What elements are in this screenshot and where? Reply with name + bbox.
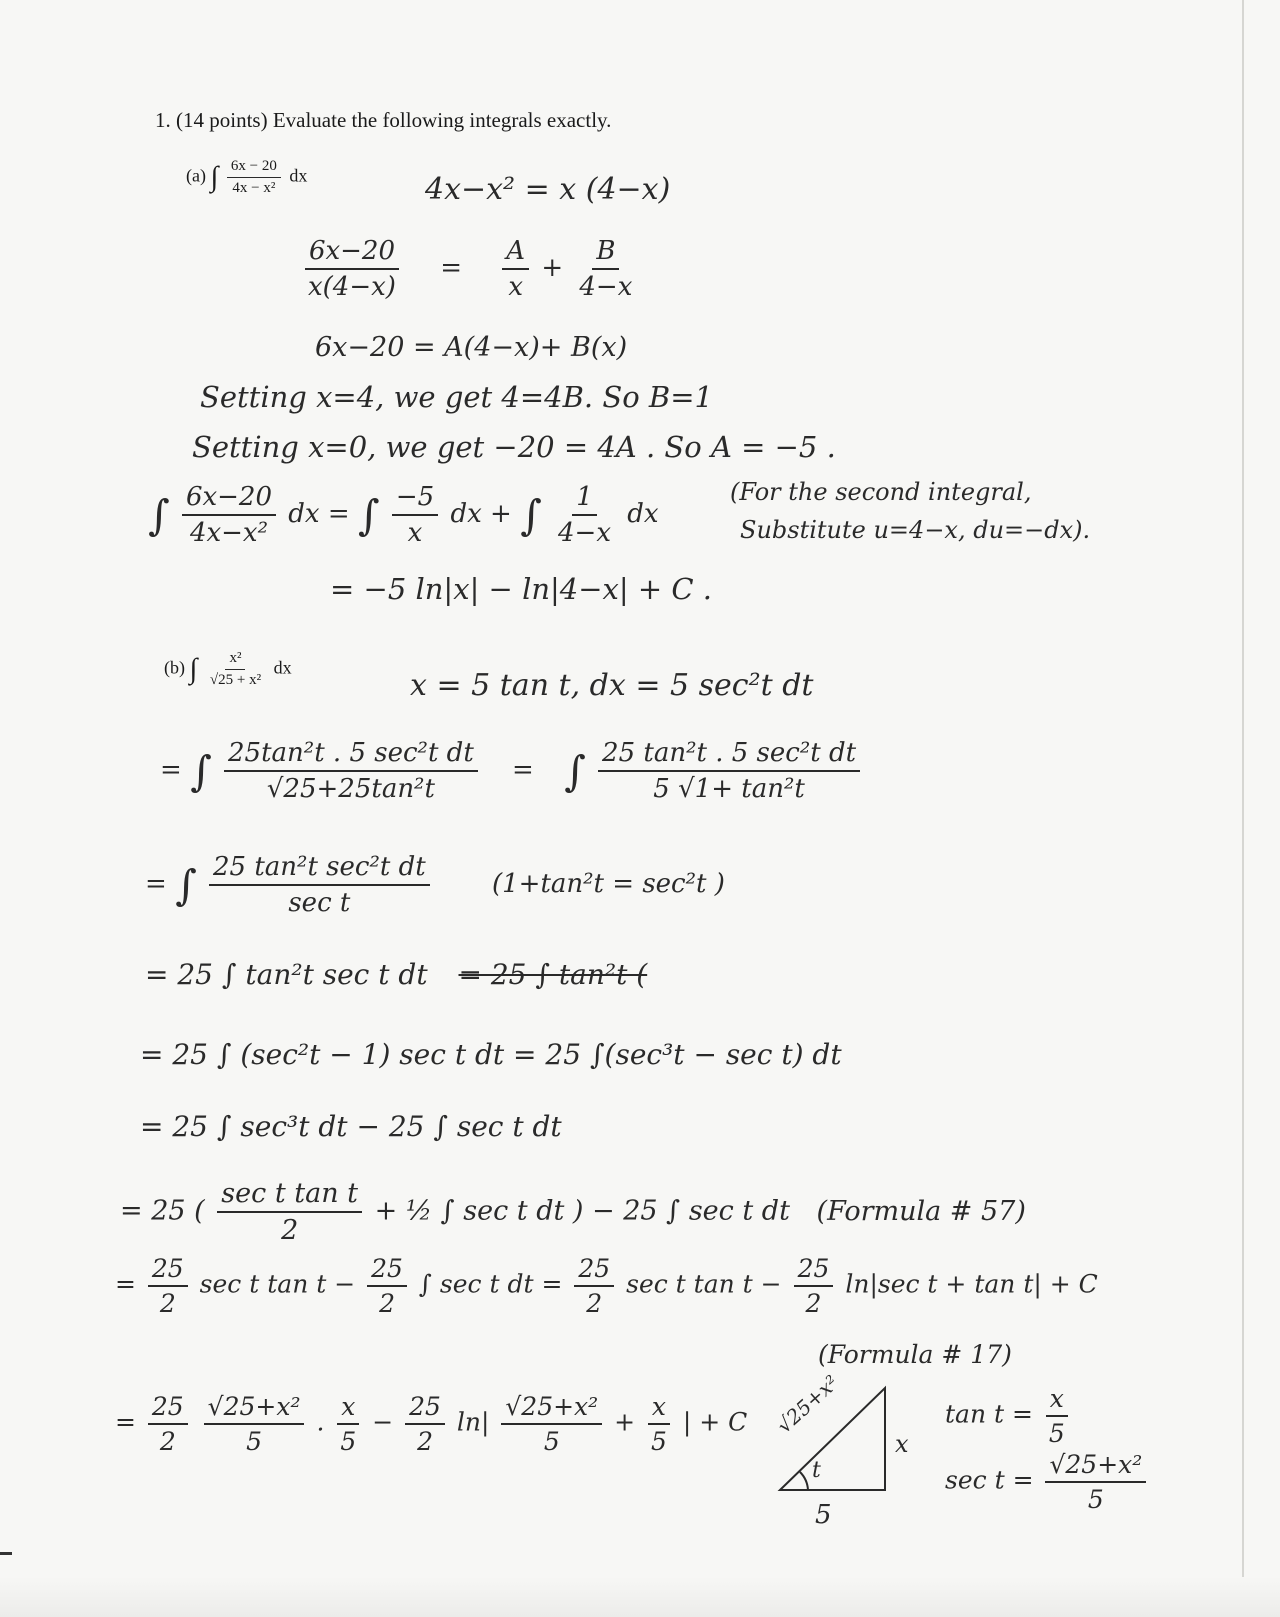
part-a-dx: dx [289,165,308,186]
final-f6-den: 5 [651,1427,667,1456]
pf-a-num: A [502,236,529,270]
final-answer [115,1392,747,1456]
step7-f3-den: 2 [586,1289,603,1318]
sec-label: sec t = [945,1465,1034,1495]
triangle-hypotenuse-label: √25+x² [772,1370,844,1438]
int-term2-den: 4−x [558,518,611,548]
part-a-result: = −5 ln|x| − ln|4−x| + C . [330,572,713,606]
part-b-dx: dx [273,657,292,678]
step7-c: ∫ sec t dt = [418,1269,563,1299]
step3-text: = 25 ∫ tan²t sec t dt [145,958,428,991]
step-line-2 [145,852,725,918]
integral-sign: ∫ [190,746,212,796]
integrand-numerator: x² [225,650,245,670]
int-lhs-den: 4x−x² [189,518,269,548]
scan-mark [0,1552,12,1555]
step1-den-b: 5 √1+ tan²t [653,774,805,804]
eq-sign: = [160,755,182,785]
formula-17-note: (Formula # 17) [818,1340,1012,1369]
part-b-label: (b) [164,657,185,678]
final-f1-den: 2 [159,1427,176,1456]
problem-heading: 1. (14 points) Evaluate the following integrals exactly. [155,108,612,132]
scan-shadow [0,1577,1280,1617]
step7-d: sec t tan t − [626,1269,782,1299]
pf-b-den: 4−x [579,272,633,302]
step-line-1 [160,738,864,804]
tan-num: x [1046,1384,1068,1417]
tan-frac [1045,1384,1069,1448]
sec-relation [945,1450,1150,1514]
final-f2-num: √25+x² [204,1392,305,1425]
dx-text: dx [627,499,659,529]
final-frac2 [204,1392,305,1456]
angle-arc [800,1472,808,1490]
int-lhs-num: 6x−20 [182,482,276,516]
final-frac5 [501,1392,602,1456]
tan-label: tan t = [945,1399,1033,1429]
triangle-adjacent-label: 5 [815,1500,832,1530]
pf-lhs-num: 6x−20 [305,236,399,270]
step6-b: + ½ ∫ sec t dt ) − 25 ∫ sec t dt [374,1195,790,1227]
final-f5-num: √25+x² [501,1392,602,1425]
dx-eq: dx = [288,499,350,529]
tan-den: 5 [1048,1419,1065,1448]
step7-f1-den: 2 [159,1289,176,1318]
int-term2 [554,482,615,548]
step1-num-b: 25 tan²t . 5 sec²t dt [598,738,860,772]
part-a-integrand [227,158,281,197]
final-f3-num: x [337,1392,359,1425]
int-lhs [182,482,276,548]
step7-frac2 [367,1254,407,1318]
int-term1 [392,482,438,548]
equals: = [440,253,463,283]
step2-frac [209,852,430,918]
triangle-angle-label: t [812,1458,821,1483]
step-line-3 [145,958,647,991]
step7-f3-num: 25 [574,1254,614,1287]
final-dot: . [316,1407,325,1437]
part-b-integrand [206,650,265,689]
final-f6-num: x [648,1392,670,1425]
step7-frac3 [574,1254,614,1318]
part-a-label: (a) [186,165,206,186]
step-line-5: = 25 ∫ sec³t dt − 25 ∫ sec t dt [140,1110,562,1143]
final-f1-num: 25 [148,1392,188,1425]
linear-equation: 6x−20 = A(4−x)+ B(x) [315,332,628,363]
step7-e: ln|sec t + tan t| + C [845,1269,1098,1299]
final-frac6 [647,1392,671,1456]
step7-frac4 [794,1254,834,1318]
int-term1-num: −5 [392,482,438,516]
step-line-4: = 25 ∫ (sec²t − 1) sec t dt = 25 ∫(sec³t − sec t) dt [140,1038,842,1071]
trig-substitution: x = 5 tan t, dx = 5 sec²t dt [410,668,814,703]
integral-sign: ∫ [189,653,198,685]
final-f4-num: 25 [405,1392,445,1425]
reference-triangle [760,1380,960,1520]
final-plus: + [614,1407,636,1437]
integral-sign: ∫ [175,860,197,910]
integral-sign: ∫ [564,746,586,796]
pf-a-term [502,236,529,302]
sec-num: √25+x² [1045,1450,1146,1483]
substitution-note-line1: (For the second integral, [730,478,1032,506]
pf-a-den: x [508,272,523,302]
pf-b-term [575,236,636,302]
final-f2-den: 5 [246,1427,263,1456]
integral-decomposition [148,482,659,548]
step7-f4-den: 2 [805,1289,822,1318]
step6-den: 2 [281,1215,299,1246]
factorization: 4x−x² = x (4−x) [425,172,671,207]
step2-den: sec t [288,888,351,918]
final-frac4 [405,1392,445,1456]
final-ln: ln| [456,1407,490,1437]
step2-num: 25 tan²t sec²t dt [209,852,430,886]
final-f4-den: 2 [417,1427,433,1456]
pf-lhs-den: x(4−x) [308,272,396,302]
integral-sign: ∫ [520,490,542,540]
part-a-question [186,158,307,197]
step6-num: sec t tan t [217,1178,362,1213]
struck-out-text: = 25 ∫ tan²t ( [458,958,648,991]
step7-f2-num: 25 [367,1254,407,1287]
eq-sign: = [145,869,167,899]
final-f5-den: 5 [543,1427,560,1456]
integrand-denominator: √25 + x² [209,672,262,688]
partial-fraction-setup [300,236,640,302]
pf-b-num: B [592,236,619,270]
scan-edge [1242,0,1244,1617]
int-term2-num: 1 [572,482,597,516]
final-eq: = [115,1407,136,1437]
integrand-numerator: 6x − 20 [227,158,281,178]
dx-plus: dx + [450,499,512,529]
step7-frac1 [148,1254,188,1318]
final-frac3 [336,1392,360,1456]
pf-lhs [304,236,400,302]
final-f3-den: 5 [340,1427,357,1456]
step7-f2-den: 2 [379,1289,395,1318]
setting-x0: Setting x=0, we get −20 = 4A . So A = −5 . [192,430,836,464]
eq-sign: = [512,755,534,785]
step1-frac-a [224,738,478,804]
step-line-6 [120,1178,1026,1246]
plus: + [541,253,564,283]
integral-sign: ∫ [357,490,380,540]
final-frac1 [148,1392,188,1456]
step7-f1-num: 25 [148,1254,188,1287]
final-minus: − [372,1407,394,1437]
step-line-7 [115,1254,1098,1318]
step7-a: = [115,1269,144,1299]
formula-57-note: (Formula # 57) [816,1195,1026,1227]
identity-note: (1+tan²t = sec²t ) [491,869,725,899]
substitution-note-line2: Substitute u=4−x, du=−dx). [740,516,1091,544]
tan-relation [945,1384,1073,1448]
int-term1-den: x [407,518,423,548]
integrand-denominator: 4x − x² [232,180,276,196]
triangle-opposite-label: x [895,1430,909,1458]
integral-sign: ∫ [210,161,219,193]
sec-den: 5 [1087,1485,1104,1514]
step1-den-a: √25+25tan²t [266,774,435,804]
setting-x4: Setting x=4, we get 4=4B. So B=1 [200,380,713,414]
step7-f4-num: 25 [794,1254,834,1287]
final-end: | + C [682,1407,748,1437]
step6-a: = 25 ( [120,1195,205,1227]
step1-frac-b [598,738,860,804]
integral-sign: ∫ [148,490,170,540]
step6-frac [217,1178,362,1246]
sec-frac [1045,1450,1146,1514]
part-b-question [164,650,292,689]
step7-b: sec t tan t − [199,1269,356,1299]
step1-num-a: 25tan²t . 5 sec²t dt [224,738,478,772]
